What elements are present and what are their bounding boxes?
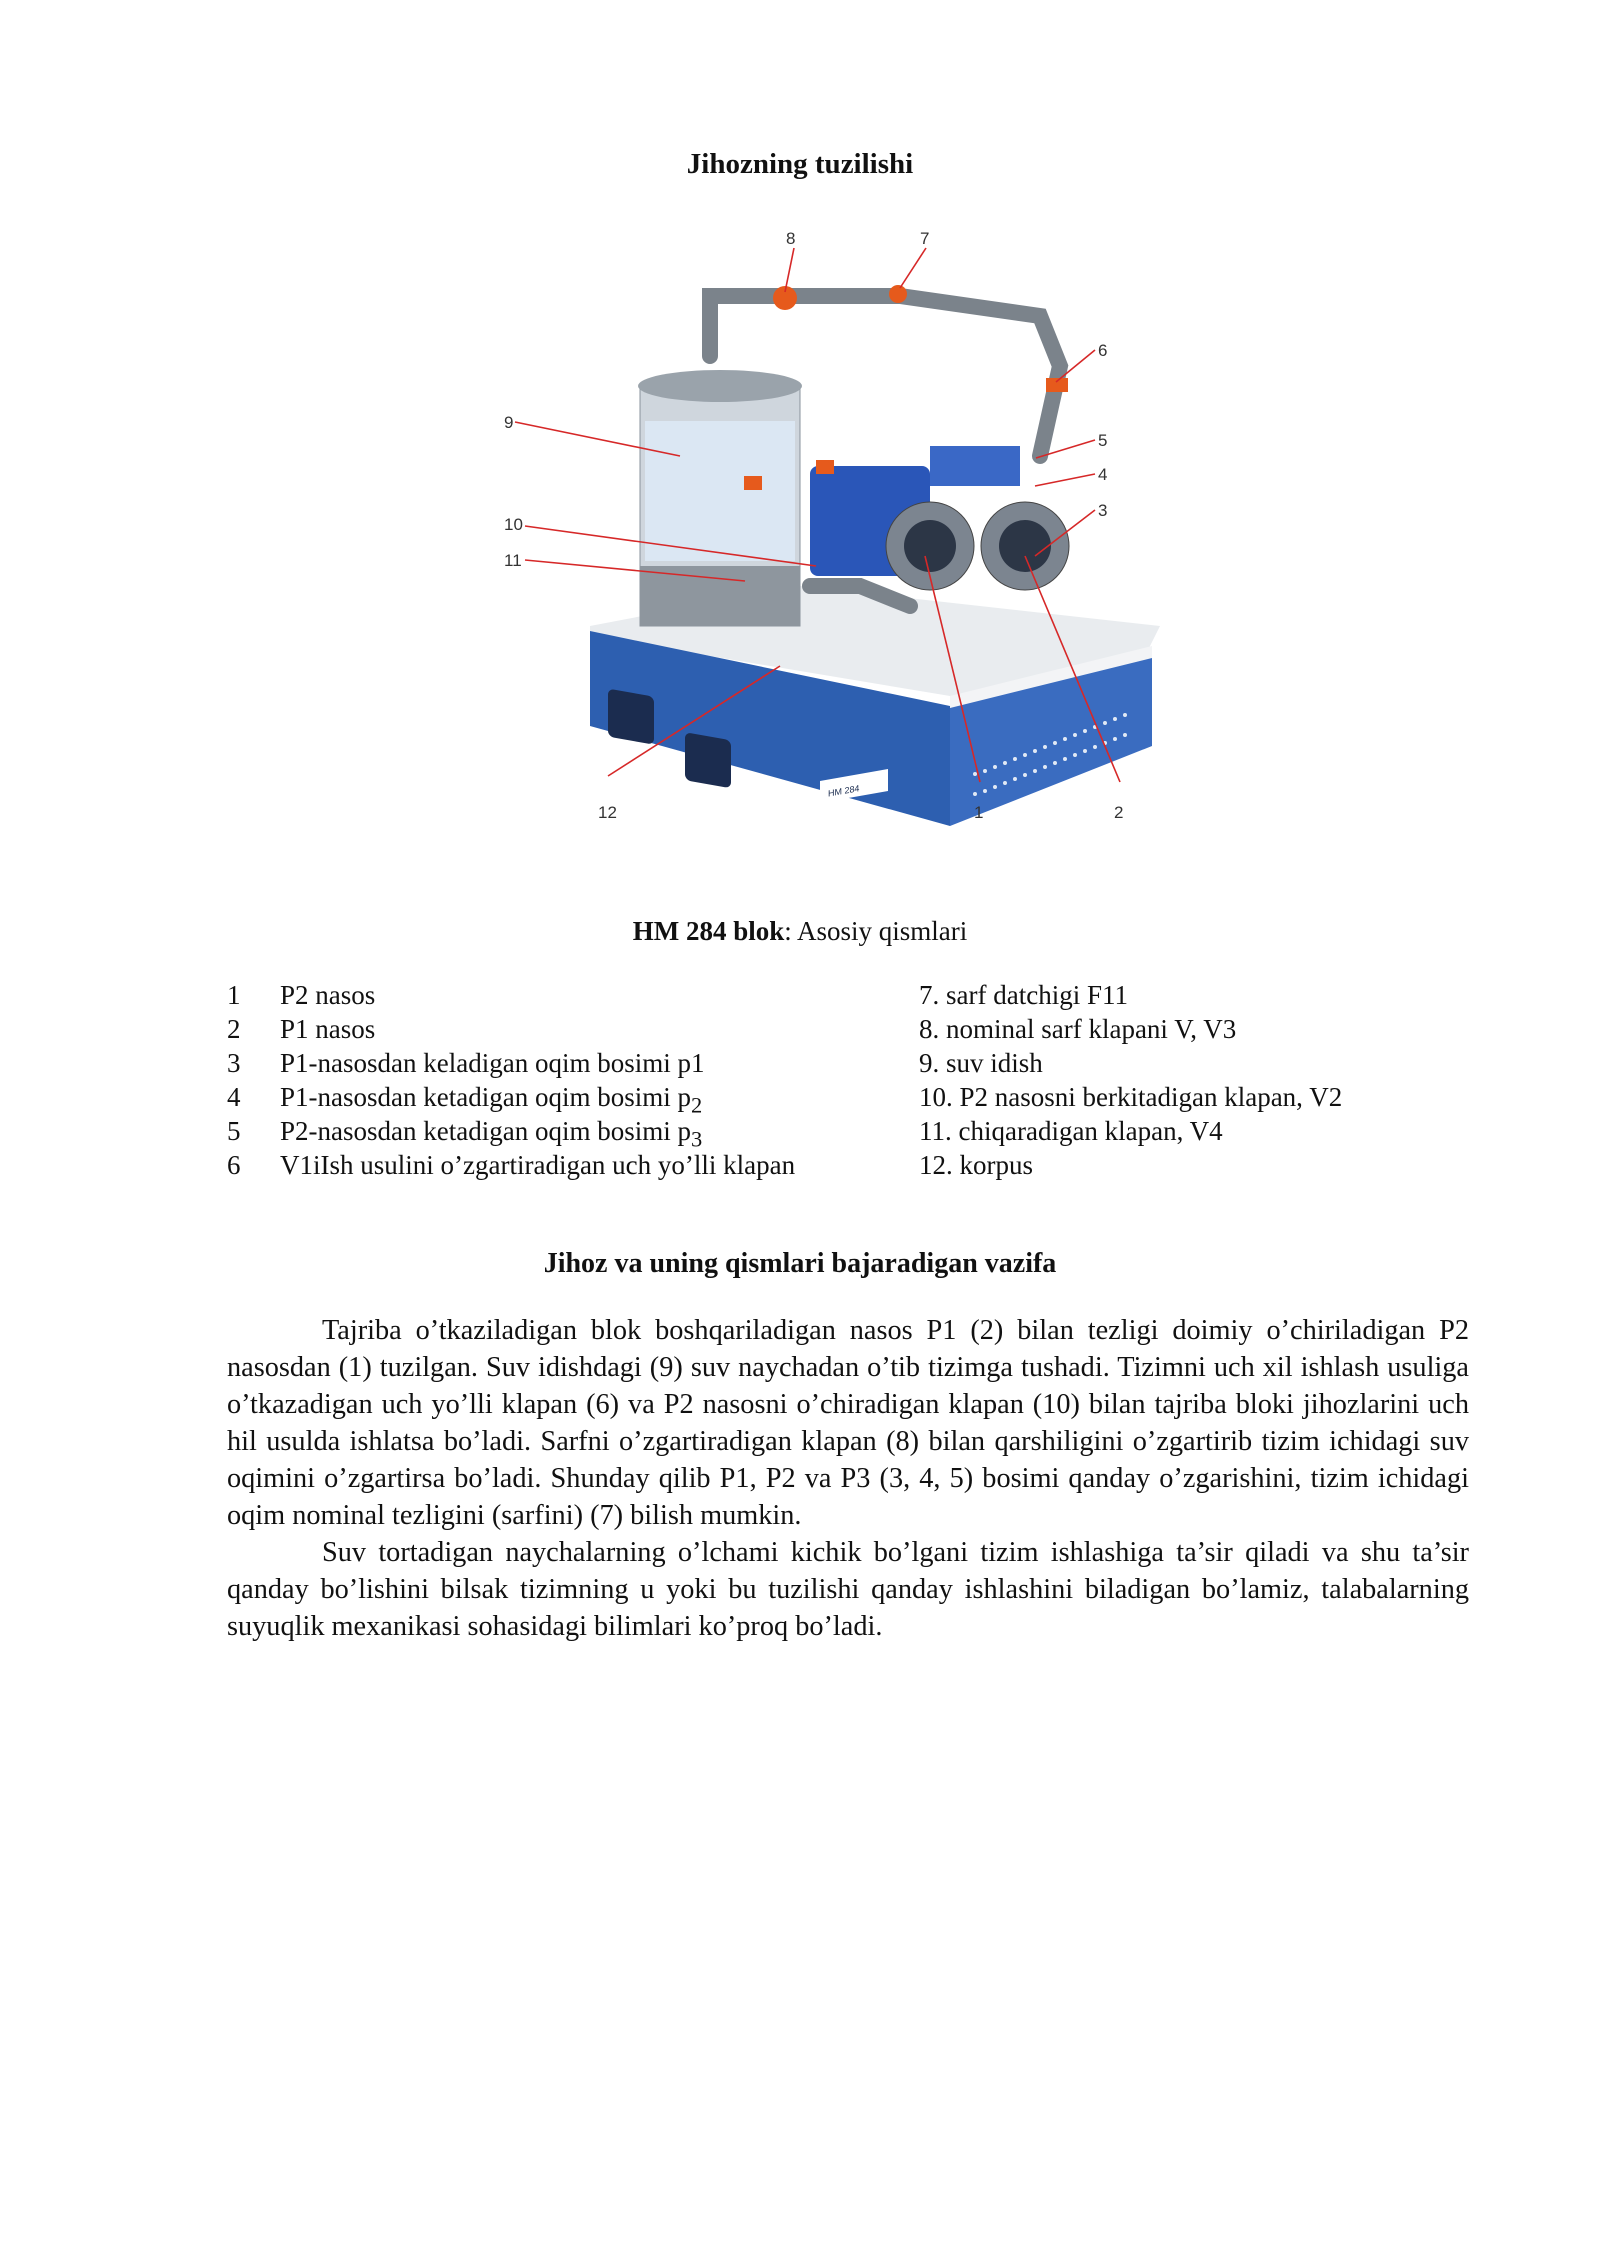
section-heading: Jihoz va uning qismlari bajaradigan vazifa: [543, 1248, 1057, 1279]
callout-6: 6: [1098, 341, 1108, 360]
callout-8: 8: [786, 229, 796, 248]
legend-item: [227, 1046, 867, 1080]
hm284-illustration: [480, 226, 1240, 846]
legend-text: V1iIsh usulini o’zgartiradigan uch yo’lli klapan: [280, 1150, 796, 1180]
legend-item: [227, 978, 867, 1012]
legend-item: [227, 1148, 867, 1182]
legend-right-column: [919, 978, 1439, 1182]
page-title: Jihozning tuzilishi: [686, 148, 914, 180]
legend-number: 2: [227, 1014, 241, 1044]
callout-2: 2: [1114, 803, 1124, 822]
legend-item: [227, 1114, 867, 1152]
equipment-figure: [480, 226, 1240, 846]
callout-11: 11: [504, 551, 522, 570]
legend-subscript: 2: [690, 1092, 703, 1118]
water-tank: [638, 370, 802, 626]
callout-10: 10: [504, 515, 523, 534]
legend-item: [227, 1012, 867, 1046]
legend-number: 3: [227, 1048, 241, 1078]
legend-item: 8. nominal sarf klapani V, V3: [919, 1014, 1237, 1044]
callout-3: 3: [1098, 501, 1108, 520]
callout-5: 5: [1098, 431, 1108, 450]
callout-12: 12: [598, 803, 617, 822]
legend-subscript: 3: [690, 1126, 703, 1152]
legend-item: 9. suv idish: [919, 1048, 1043, 1078]
legend-text: P1-nasosdan ketadigan oqim bosimi p: [280, 1082, 691, 1112]
body-text: [227, 1312, 1469, 1645]
legend-item: [227, 1080, 867, 1118]
callout-1: 1: [974, 803, 984, 822]
legend-text: P2-nasosdan ketadigan oqim bosimi p: [280, 1116, 691, 1146]
model-plate-label: HM 284: [828, 783, 860, 799]
legend-item: 11. chiqaradigan klapan, V4: [919, 1116, 1223, 1146]
legend-number: 1: [227, 980, 241, 1010]
legend-item: 7. sarf datchigi F11: [919, 980, 1128, 1010]
figure-caption: [0, 916, 1600, 947]
paragraph: Tajriba o’tkaziladigan blok boshqariladigan nasos P1 (2) bilan tezligi doimiy o’chiriladigan P2 nasosdan (1) tuzilgan. Suv idishdagi (9) suv naychadan o’tib tizimga tushadi. Tizimni uch xil ishlash usuliga o’tkazadigan uch yo’lli klapan (6) va P2 nasosni o’chiradigan klapan (10) bilan tajriba bloki jihozlarini uch hil usulda ishlatsa bo’ladi. Sarfni o’zgartiradigan klapan (8) bilan qarshiligini o’zgartirib tizim ichidagi suv oqimini o’zgartirsa bo’ladi. Shunday qilib P1, P2 va P3 (3, 4, 5) bosimi qanday o’zgarishini, tizim ichidagi oqim nominal tezligini (sarfini) (7) bilish mumkin.: [227, 1315, 1469, 1531]
legend-number: 5: [227, 1116, 241, 1146]
legend-text: P1-nasosdan keladigan oqim bosimi p1: [280, 1048, 705, 1078]
legend-number: 4: [227, 1082, 241, 1112]
legend-text: P2 nasos: [280, 980, 376, 1010]
callout-9: 9: [504, 413, 514, 432]
legend-left-column: [227, 978, 867, 1182]
legend-item: 12. korpus: [919, 1150, 1033, 1180]
legend-item: 10. P2 nasosni berkitadigan klapan, V2: [919, 1082, 1343, 1112]
caption-rest: : Asosiy qismlari: [784, 916, 968, 946]
callout-4: 4: [1098, 465, 1108, 484]
caption-bold: HM 284 blok: [632, 916, 785, 946]
callout-7: 7: [920, 229, 930, 248]
legend-text: P1 nasos: [280, 1014, 376, 1044]
paragraph: Suv tortadigan naychalarning o’lchami kichik bo’lgani tizim ishlashiga ta’sir qiladi va shu ta’sir qanday bo’lishini bilsak tizimning u yoki bu tuzilishi qanday ishlashini biladigan bo’lamiz, talabalarning suyuqlik mexanikasi sohasidagi bilimlari ko’proq bo’ladi.: [227, 1537, 1469, 1642]
legend-number: 6: [227, 1150, 241, 1180]
